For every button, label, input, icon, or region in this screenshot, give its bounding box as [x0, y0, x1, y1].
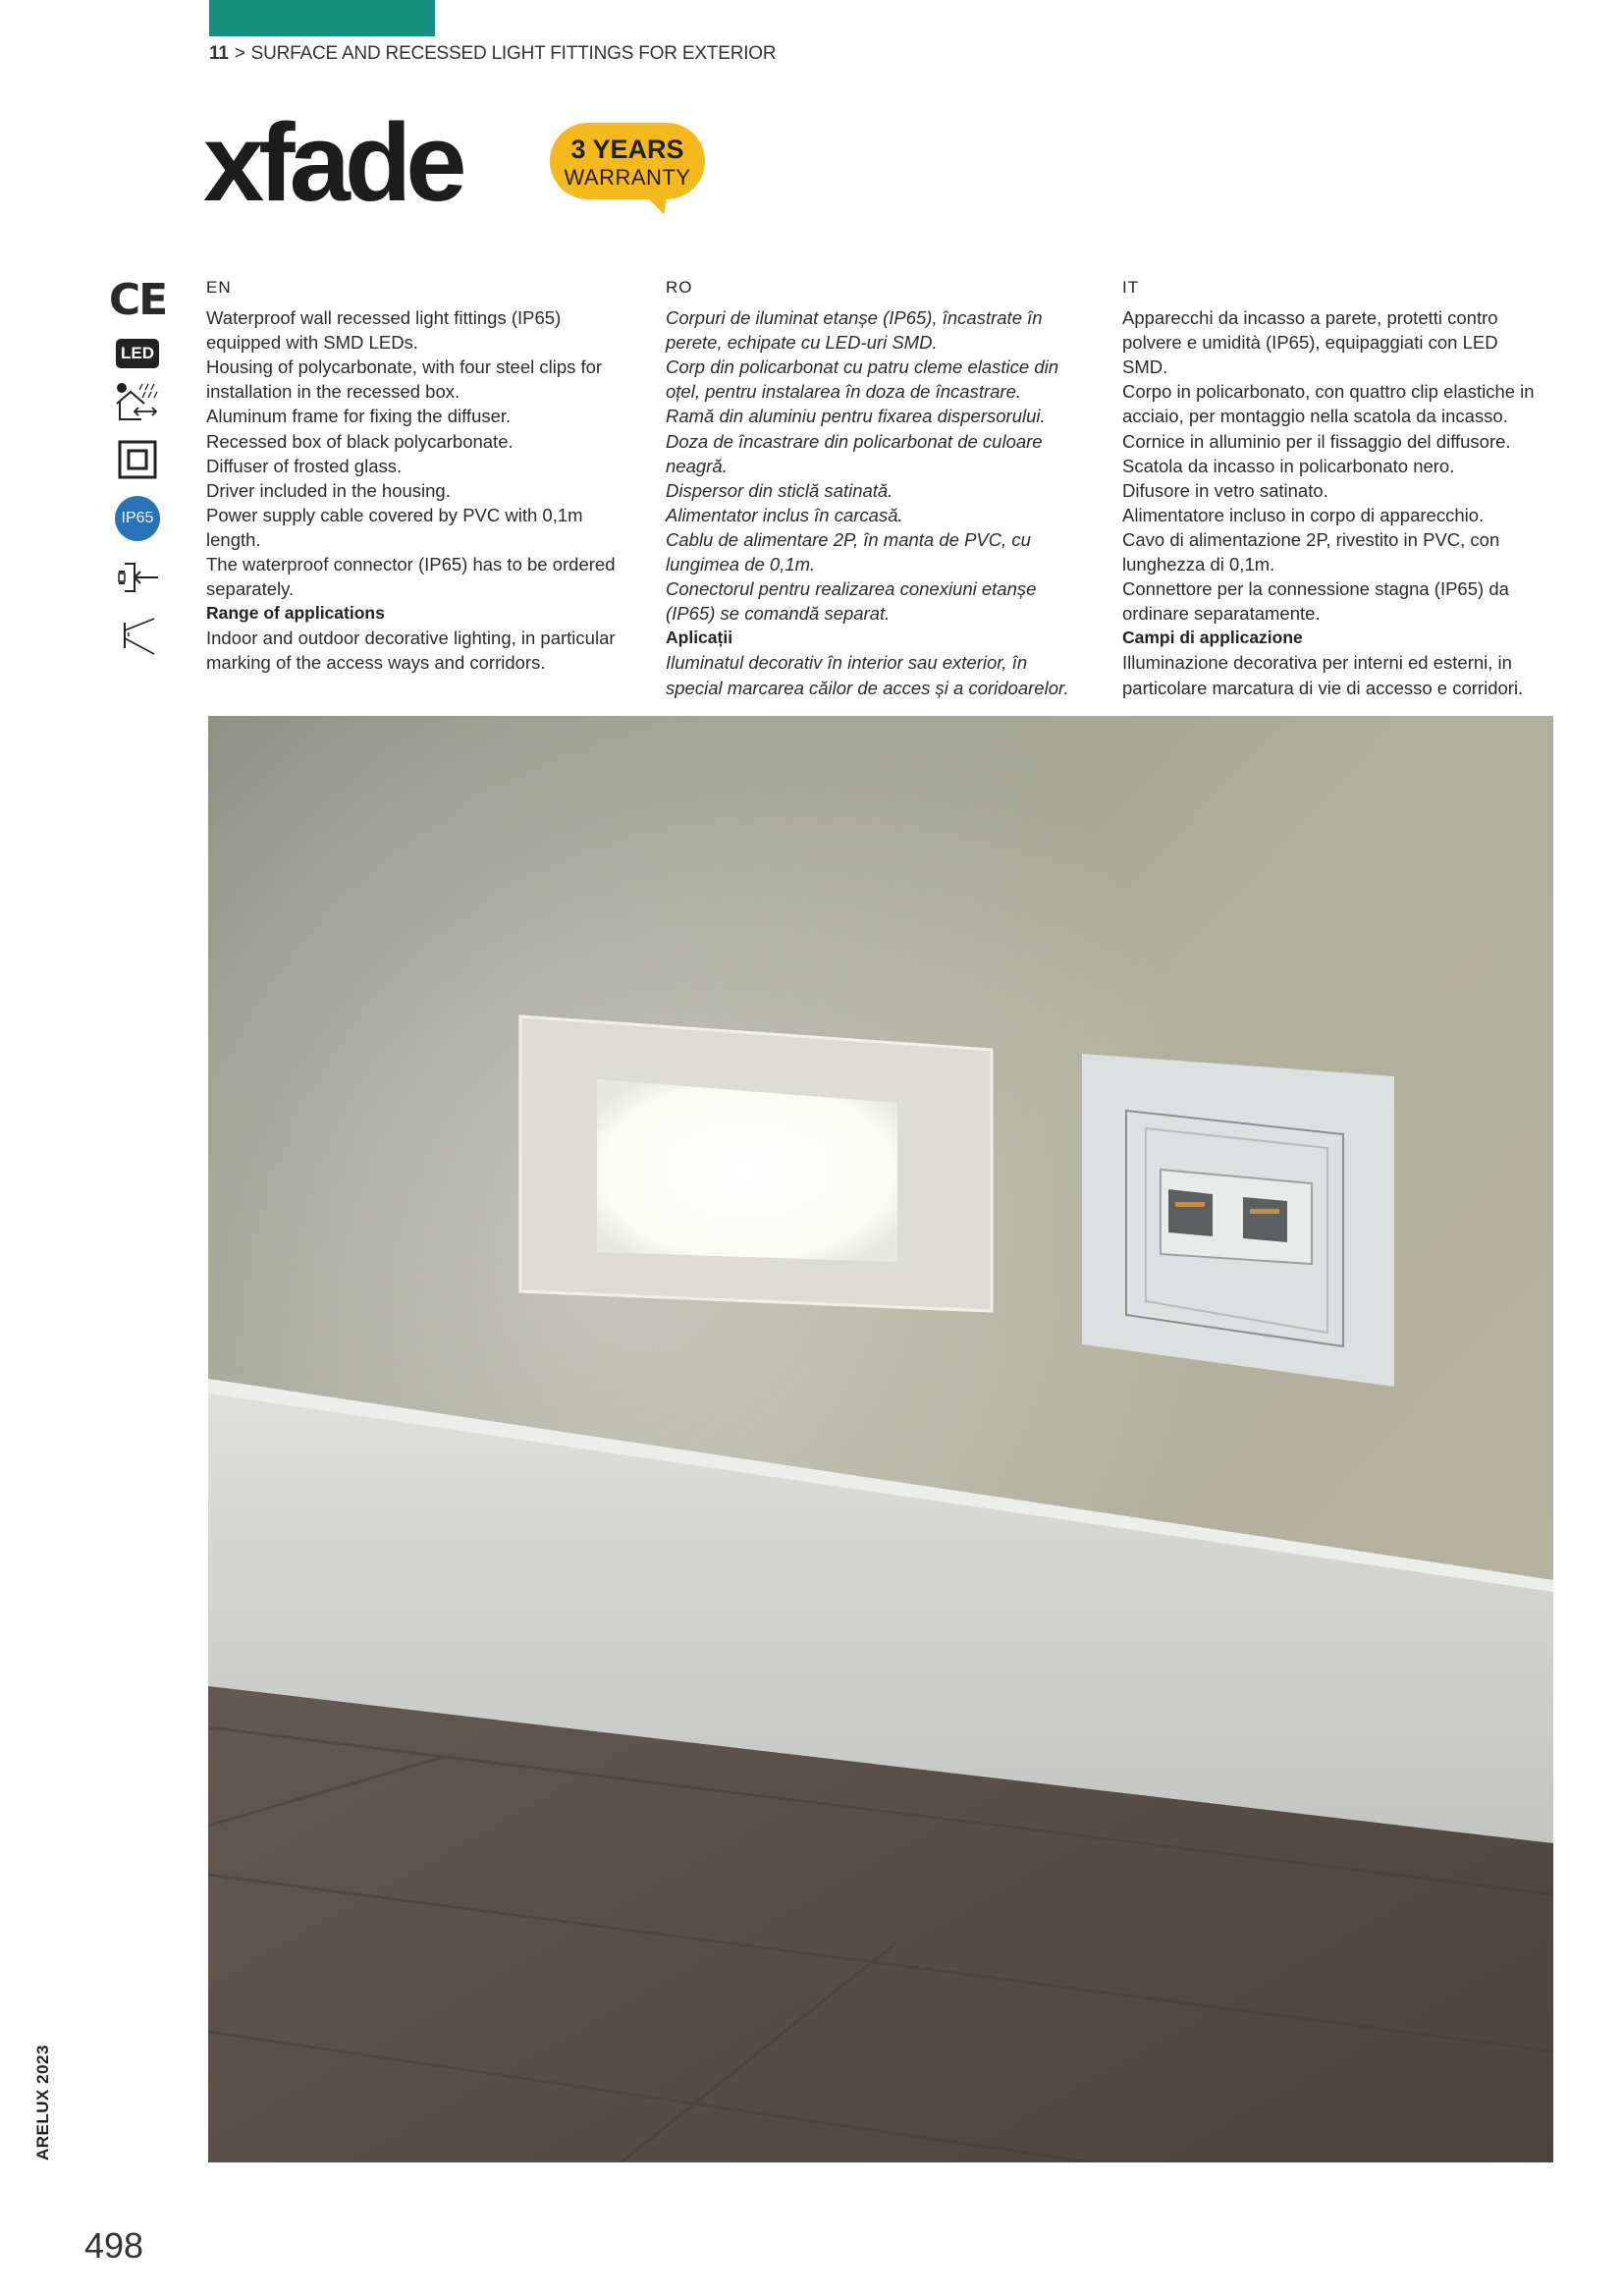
chapter-color-bar [209, 0, 435, 36]
description-line: Alimentatore incluso in corpo di apparecchio. [1122, 504, 1485, 525]
italian-description [1122, 275, 1544, 700]
breadcrumb-separator: > [234, 43, 245, 64]
description-line: Connettore per la connessione stagna (IP65) da ordinare separatamente. [1122, 578, 1509, 625]
ip65-label: IP65 [115, 496, 160, 541]
romanian-description [666, 275, 1088, 700]
language-label: EN [206, 278, 232, 297]
description-line: Dispersor din sticlă satinată. [666, 479, 893, 501]
led-icon [108, 334, 167, 373]
product-photo [208, 716, 1553, 2162]
warranty-badge [550, 123, 707, 221]
description-line: Housing of polycarbonate, with four steel clips for installation in the recessed box. [206, 356, 603, 403]
description-line: Cavo di alimentazione 2P, rivestito in PVC, con lunghezza di 0,1m. [1122, 528, 1500, 575]
description-line: Corp din policarbonat cu patru cleme elastice din oțel, pentru instalarea în doza de încastrare. [666, 356, 1059, 403]
chapter-number: 11 [209, 43, 229, 64]
description-line: Cablu de alimentare 2P, în manta de PVC, cu lungimea de 0,1m. [666, 528, 1031, 575]
ce-mark-icon: CE [108, 274, 167, 325]
description-line: Recessed box of black polycarbonate. [206, 430, 514, 452]
english-description [206, 275, 628, 676]
warranty-years: 3 YEARS [570, 135, 684, 164]
description-line: Difusore in vetro satinato. [1122, 479, 1328, 501]
warranty-label: WARRANTY [564, 165, 691, 190]
language-label: IT [1122, 278, 1140, 297]
description-line: Waterproof wall recessed light fittings (IP65) equipped with SMD LEDs. [206, 307, 562, 354]
description-line: Driver included in the housing. [206, 479, 451, 501]
class-ii-icon [108, 432, 167, 487]
description-line: Cornice in alluminio per il fissaggio del diffusore. [1122, 430, 1511, 452]
description-line: Doza de încastrare din policarbonat de culoare neagră. [666, 430, 1043, 476]
recessed-mount-icon [108, 550, 167, 605]
chapter-title: SURFACE AND RECESSED LIGHT FITTINGS FOR EXTERIOR [250, 43, 777, 64]
ip65-icon [108, 491, 167, 546]
description-line: Apparecchi da incasso a parete, protetti contro polvere e umidità (IP65), equipaggiati con LED SMD. [1122, 307, 1498, 378]
description-line: The waterproof connector (IP65) has to be ordered separately. [206, 554, 616, 600]
light-beam-icon [108, 609, 167, 664]
language-label: RO [666, 278, 693, 297]
description-line: Scatola da incasso in policarbonato nero. [1122, 455, 1455, 476]
description-line: Power supply cable covered by PVC with 0,1m length. [206, 504, 583, 550]
applications-heading: Campi di applicazione [1122, 628, 1303, 648]
description-line: Ramă din aluminiu pentru fixarea dispersorului. [666, 406, 1046, 427]
led-icon-label: LED [116, 339, 159, 368]
product-title: xfade [203, 101, 461, 224]
description-line: Aluminum frame for fixing the diffuser. [206, 406, 512, 427]
breadcrumb [209, 43, 776, 65]
applications-heading: Aplicații [666, 628, 733, 648]
brand-year-label: ARELUX 2023 [33, 2045, 52, 2160]
applications-heading: Range of applications [206, 603, 385, 624]
applications-text: Indoor and outdoor decorative lighting, in particular marking of the access ways and corridors. [206, 628, 616, 674]
description-line: Conectorul pentru realizarea conexiuni etanșe (IP65) se comandă separat. [666, 578, 1037, 625]
description-line: Diffuser of frosted glass. [206, 455, 403, 476]
description-line: Corpo in policarbonato, con quattro clip elastiche in acciaio, per montaggio nella scatola da incasso. [1122, 381, 1535, 427]
page-number: 498 [84, 2225, 144, 2266]
applications-text: Illuminazione decorativa per interni ed esterni, in particolare marcatura di vie di accesso e corridori. [1122, 652, 1524, 698]
applications-text: Iluminatul decorativ în interior sau exterior, în special marcarea căilor de acces și a coridoarelor. [666, 652, 1069, 698]
description-line: Alimentator inclus în carcasă. [666, 504, 903, 525]
description-line: Corpuri de iluminat etanșe (IP65), încastrate în perete, echipate cu LED-uri SMD. [666, 307, 1043, 354]
indoor-outdoor-icon [108, 378, 167, 427]
